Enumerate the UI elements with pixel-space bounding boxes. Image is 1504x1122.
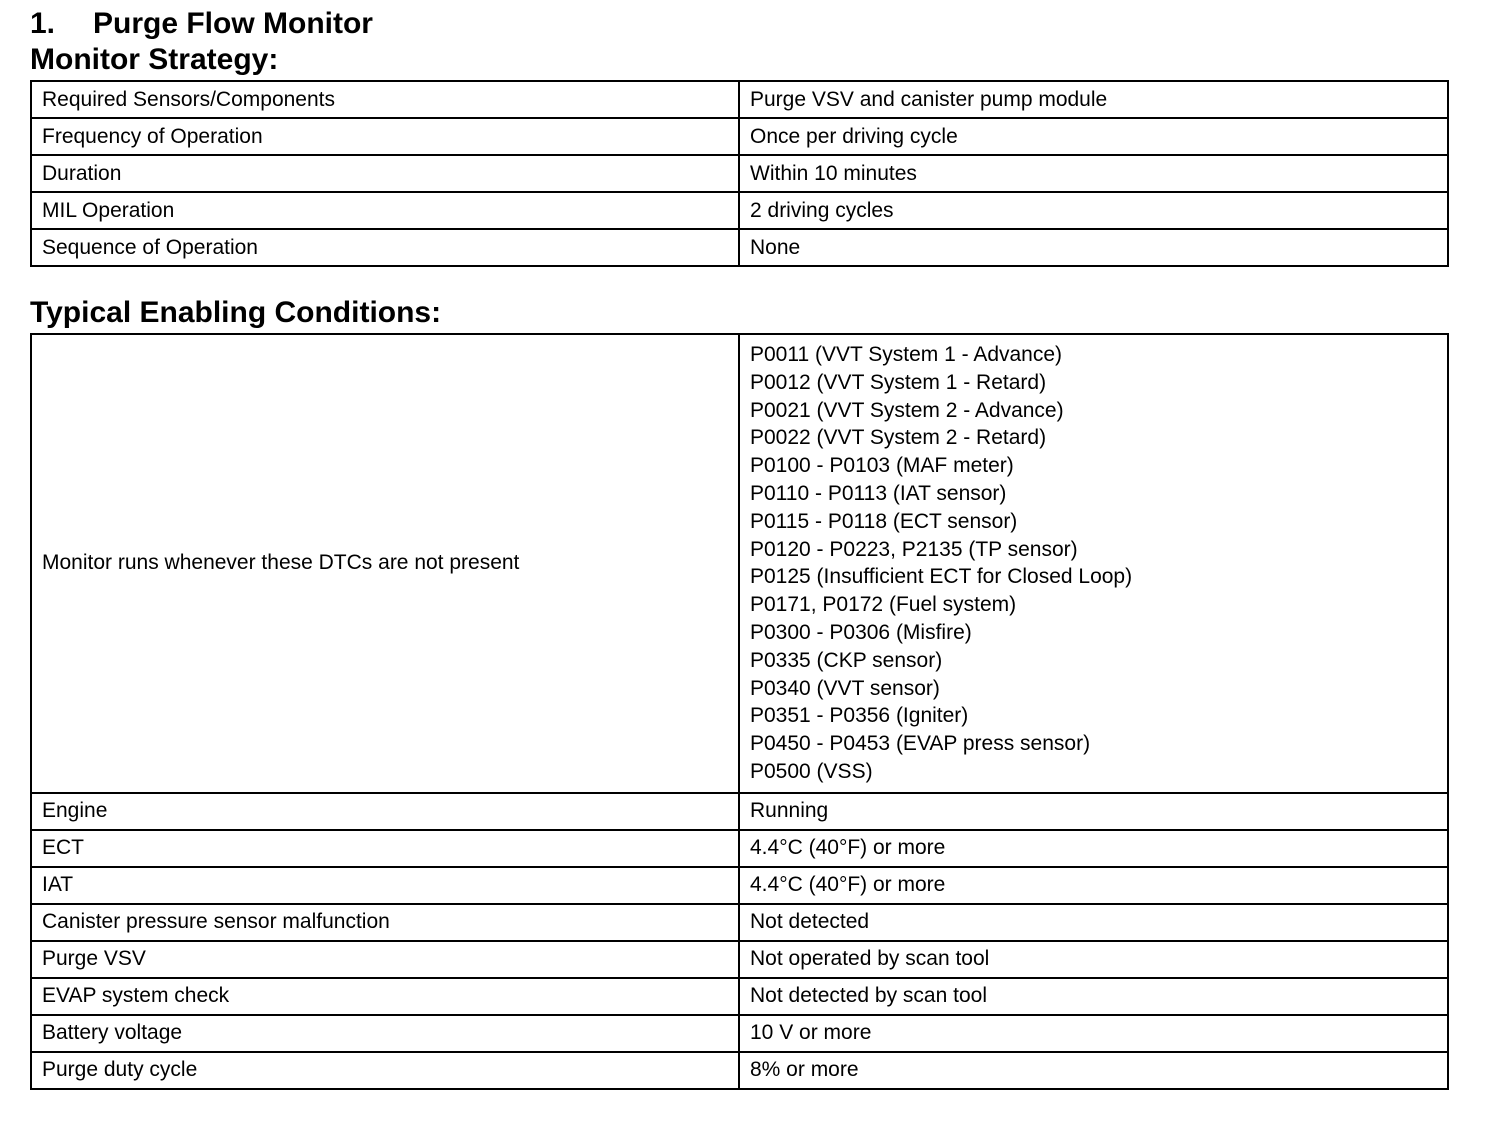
row-label: Purge duty cycle <box>31 1052 739 1089</box>
row-value: 10 V or more <box>739 1015 1448 1052</box>
document-title <box>30 6 373 42</box>
table-row <box>31 1052 1448 1089</box>
dtc-item: P0021 (VVT System 2 - Advance) <box>750 398 1064 422</box>
row-value: Running <box>739 793 1448 830</box>
dtc-item: P0125 (Insufficient ECT for Closed Loop) <box>750 565 1133 589</box>
dtc-item: P0300 - P0306 (Misfire) <box>750 620 972 644</box>
dtc-item: P0340 (VVT sensor) <box>750 676 940 700</box>
row-label: IAT <box>31 867 739 904</box>
dtc-item: P0120 - P0223, P2135 (TP sensor) <box>750 537 1078 561</box>
row-label: Frequency of Operation <box>31 118 739 155</box>
dtc-item: P0110 - P0113 (IAT sensor) <box>750 481 1007 505</box>
table-row <box>31 155 1448 192</box>
table-row <box>31 793 1448 830</box>
table-row <box>31 118 1448 155</box>
table-row <box>31 81 1448 118</box>
table-row <box>31 978 1448 1015</box>
row-label: Engine <box>31 793 739 830</box>
row-label: ECT <box>31 830 739 867</box>
dtc-item: P0351 - P0356 (Igniter) <box>750 704 969 728</box>
dtc-item: P0011 (VVT System 1 - Advance) <box>750 343 1063 366</box>
row-label: EVAP system check <box>31 978 739 1015</box>
dtc-item: P0500 (VSS) <box>750 759 873 783</box>
dtc-item: P0012 (VVT System 1 - Retard) <box>750 370 1047 394</box>
dtc-item: P0335 (CKP sensor) <box>750 648 943 672</box>
section-title: Purge Flow Monitor <box>93 7 373 40</box>
row-label: Battery voltage <box>31 1015 739 1052</box>
table-row <box>31 904 1448 941</box>
table-row <box>31 229 1448 266</box>
enabling-conditions-heading: Typical Enabling Conditions: <box>30 296 442 329</box>
monitor-strategy-table <box>30 80 1449 267</box>
dtc-item: P0171, P0172 (Fuel system) <box>750 593 1017 617</box>
row-value: None <box>739 229 1448 266</box>
dtc-row <box>31 334 1448 793</box>
enabling-conditions-table <box>30 333 1449 1090</box>
row-label: Duration <box>31 155 739 192</box>
row-value: Not detected by scan tool <box>739 978 1448 1015</box>
row-value: 2 driving cycles <box>739 192 1448 229</box>
dtc-list <box>739 334 1448 793</box>
table-row <box>31 867 1448 904</box>
dtc-item: P0022 (VVT System 2 - Retard) <box>750 426 1047 450</box>
table-row <box>31 1015 1448 1052</box>
table-row <box>31 192 1448 229</box>
row-value: Purge VSV and canister pump module <box>739 81 1448 118</box>
dtc-item: P0450 - P0453 (EVAP press sensor) <box>750 732 1091 756</box>
section-number: 1. <box>30 7 56 40</box>
row-value: Not operated by scan tool <box>739 941 1448 978</box>
dtc-item: P0115 - P0118 (ECT sensor) <box>750 509 1018 533</box>
row-label: Canister pressure sensor malfunction <box>31 904 739 941</box>
row-value: Once per driving cycle <box>739 118 1448 155</box>
monitor-strategy-heading: Monitor Strategy: <box>30 43 279 76</box>
table-row <box>31 830 1448 867</box>
row-value: Within 10 minutes <box>739 155 1448 192</box>
row-value: Not detected <box>739 904 1448 941</box>
row-label: Sequence of Operation <box>31 229 739 266</box>
table-row <box>31 941 1448 978</box>
row-label: Purge VSV <box>31 941 739 978</box>
dtc-row-label: Monitor runs whenever these DTCs are not present <box>31 334 739 793</box>
row-value: 8% or more <box>739 1052 1448 1089</box>
row-label: MIL Operation <box>31 192 739 229</box>
row-value: 4.4°C (40°F) or more <box>739 830 1448 867</box>
row-label: Required Sensors/Components <box>31 81 739 118</box>
row-value: 4.4°C (40°F) or more <box>739 867 1448 904</box>
dtc-item: P0100 - P0103 (MAF meter) <box>750 454 1014 478</box>
